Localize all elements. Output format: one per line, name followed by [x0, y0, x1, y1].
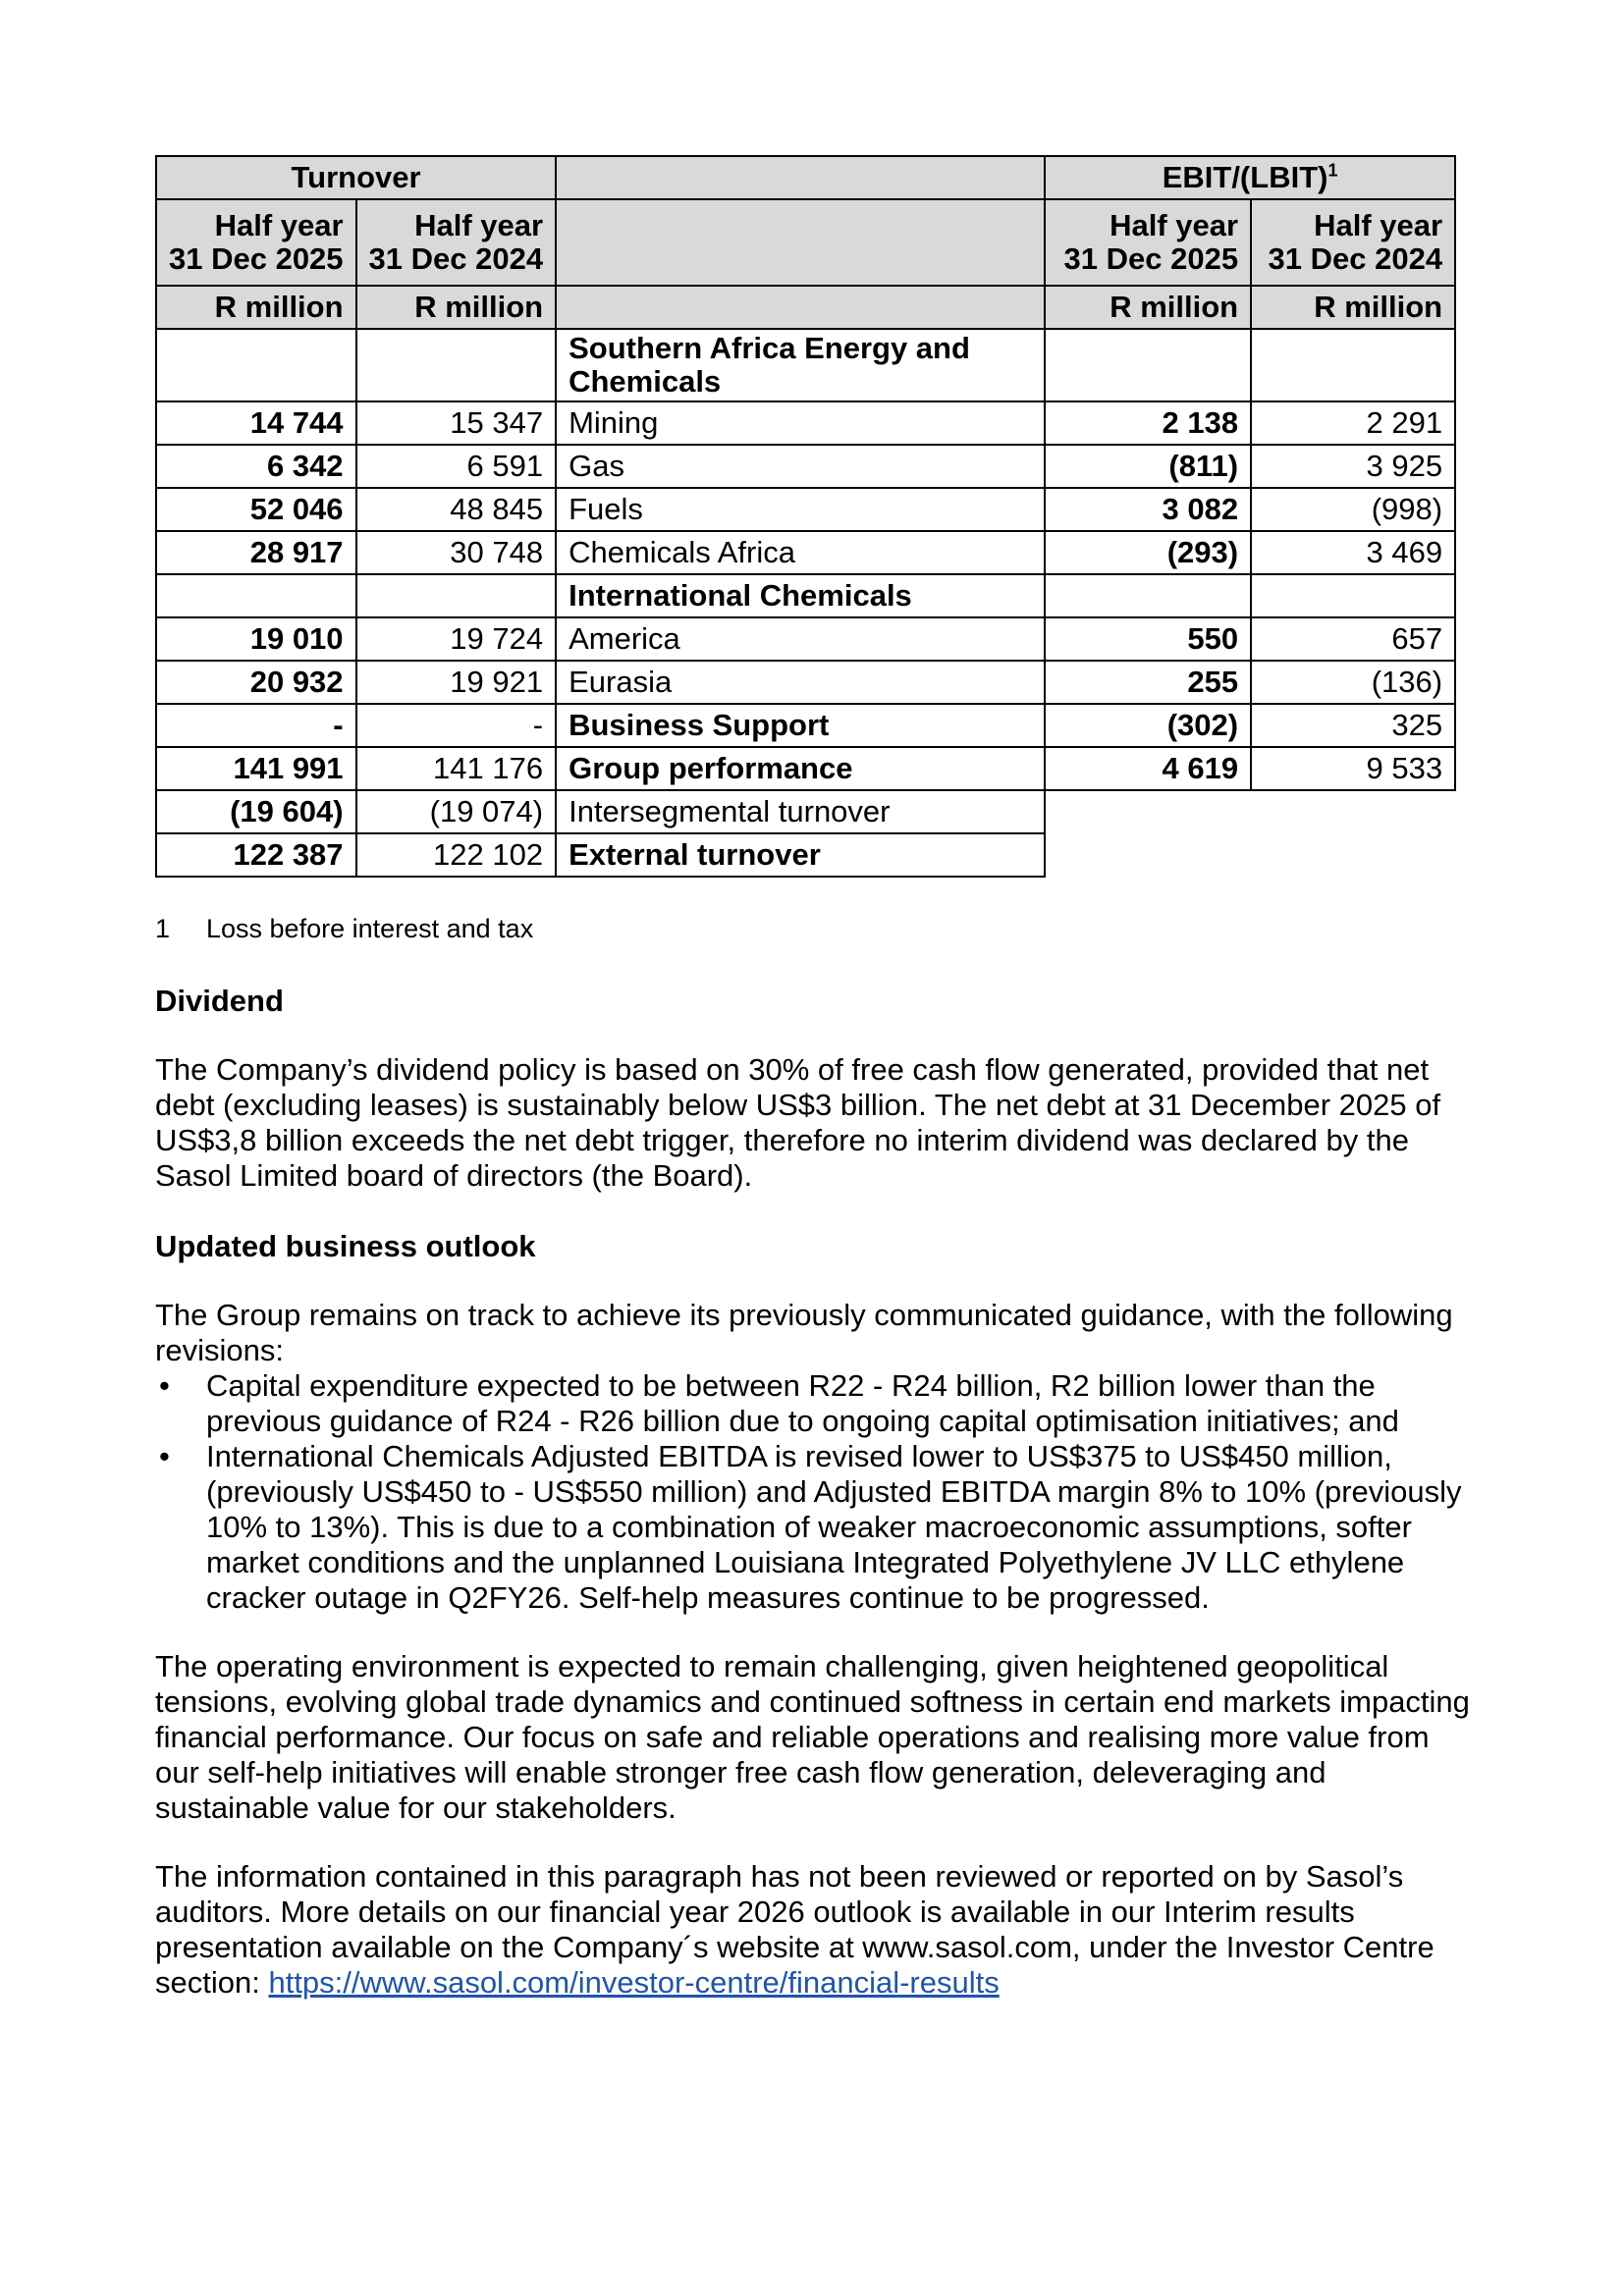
unit-label: R million: [1251, 286, 1455, 329]
table-row: - - Business Support (302) 325: [156, 704, 1455, 747]
bullet-icon: •: [159, 1368, 170, 1403]
turnover-period-2024: Half year 31 Dec 2024: [356, 199, 557, 286]
table-row: 19 010 19 724 America 550 657: [156, 617, 1455, 661]
unit-label: R million: [356, 286, 557, 329]
list-item: • Capital expenditure expected to be between R22 - R24 billion, R2 billion lower than the previous guidance of R24 - R26 billion due to ongoing capital optimisation initiatives; and: [159, 1368, 1399, 1438]
outlook-bullet-list: [155, 1368, 1471, 1616]
table-row: 14 744 15 347 Mining 2 138 2 291: [156, 401, 1455, 445]
table-row: 6 342 6 591 Gas (811) 3 925: [156, 445, 1455, 488]
table-row: 122 387 122 102 External turnover: [156, 833, 1455, 877]
table-footnote: 1 Loss before interest and tax: [155, 914, 534, 943]
ebit-period-2024: Half year 31 Dec 2024: [1251, 199, 1455, 286]
table-row: 141 991 141 176 Group performance 4 619 9 533: [156, 747, 1455, 790]
unit-label: R million: [1045, 286, 1251, 329]
dividend-paragraph: The Company’s dividend policy is based on 30% of free cash flow generated, provided that net debt (excluding leases) is sustainably below US$3 billion. The net debt at 31 December 2025 of US$3,8 billion exceeds the net debt trigger, therefore no interim dividend was declared by the Sasol Limited board of directors (the Board).: [155, 1052, 1441, 1193]
outlook-paragraph-3: The information contained in this paragraph has not been reviewed or reported on by Sasol’s auditors. More details on our financial year 2026 outlook is available in our Interim results presentation available on the Company´s website at www.sasol.com, under the Investor Centre section: https://www.sasol.com/investor-centre/financial-results: [155, 1859, 1435, 2000]
financial-results-link[interactable]: https://www.sasol.com/investor-centre/financial-results: [268, 1965, 1000, 2000]
segment-results-table: [155, 155, 1456, 878]
turnover-header: Turnover: [156, 156, 556, 199]
table-row: 28 917 30 748 Chemicals Africa (293) 3 469: [156, 531, 1455, 574]
section-southern-africa: Southern Africa Energy and Chemicals: [556, 329, 1045, 401]
table-row: (19 604) (19 074) Intersegmental turnover: [156, 790, 1455, 833]
outlook-intro: The Group remains on track to achieve its previously communicated guidance, with the following revisions:: [155, 1298, 1453, 1367]
outlook-heading: Updated business outlook: [155, 1229, 536, 1263]
turnover-period-2025: Half year 31 Dec 2025: [156, 199, 356, 286]
unit-label: R million: [156, 286, 356, 329]
table-row: 20 932 19 921 Eurasia 255 (136): [156, 661, 1455, 704]
section-international-chemicals: International Chemicals: [556, 574, 1045, 617]
table-row: 52 046 48 845 Fuels 3 082 (998): [156, 488, 1455, 531]
list-item: • International Chemicals Adjusted EBITDA is revised lower to US$375 to US$450 million, (previously US$450 to - US$550 million) and Adjusted EBITDA margin 8% to 10% (previously 10% to 13%). This is due to a combination of weaker macroeconomic assumptions, softer market conditions and the unplanned Louisiana Integrated Polyethylene JV LLC ethylene cracker outage in Q2FY26. Self-help measures continue to be progressed.: [159, 1439, 1462, 1615]
ebit-header: EBIT/(LBIT)$^1$: [1045, 156, 1455, 199]
outlook-paragraph-2: The operating environment is expected to remain challenging, given heightened geopolitical tensions, evolving global trade dynamics and continued softness in certain end markets impacting financial performance. Our focus on safe and reliable operations and realising more value from our self-help initiatives will enable stronger free cash flow generation, deleveraging and sustainable value for our stakeholders.: [155, 1649, 1470, 1825]
header-blank: [556, 156, 1045, 199]
ebit-period-2025: Half year 31 Dec 2025: [1045, 199, 1251, 286]
dividend-heading: Dividend: [155, 984, 284, 1018]
bullet-icon: •: [159, 1439, 170, 1473]
